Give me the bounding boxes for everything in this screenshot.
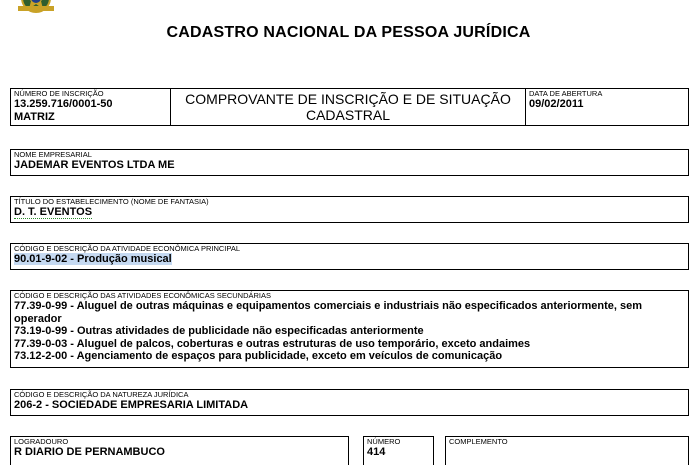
numero-box <box>363 436 434 465</box>
list-item: 77.39-0-03 - Aluguel de palcos, coberturas e outras estruturas de uso temporário, exceto andaimes <box>14 337 531 350</box>
titulo-box <box>10 196 689 223</box>
atividade-principal-value[interactable]: 90.01-9-02 - Produção musical <box>14 253 172 265</box>
logradouro-value: R DIARIO DE PERNAMBUCO <box>14 446 165 458</box>
natureza-juridica-value: 206-2 - SOCIEDADE EMPRESARIA LIMITADA <box>14 399 249 411</box>
logradouro-label: LOGRADOURO <box>14 437 69 446</box>
complemento-box <box>445 436 689 465</box>
numero-label: NÚMERO <box>367 437 401 446</box>
comprovante-line2: CADASTRAL <box>305 107 391 123</box>
brasao-emblem-icon <box>14 0 58 16</box>
inscricao-tipo: MATRIZ <box>14 110 55 123</box>
complemento-label: COMPLEMENTO <box>449 437 508 446</box>
logradouro-box <box>10 436 349 465</box>
nome-empresarial-value: JADEMAR EVENTOS LTDA ME <box>14 159 175 171</box>
inscricao-box <box>10 88 171 126</box>
atividades-secundarias-label: CÓDIGO E DESCRIÇÃO DAS ATIVIDADES ECONÔMICAS SECUNDÁRIAS <box>14 291 271 300</box>
atividade-principal-box <box>10 243 689 270</box>
atividades-secundarias-box <box>10 290 689 368</box>
abertura-value: 09/02/2011 <box>529 98 584 110</box>
nome-empresarial-box <box>10 149 689 176</box>
atividade-principal-label: CÓDIGO E DESCRIÇÃO DA ATIVIDADE ECONÔMICA PRINCIPAL <box>14 244 241 253</box>
list-item: 73.19-0-99 - Outras atividades de publicidade não especificadas anteriormente <box>14 325 424 337</box>
inscricao-numero: 13.259.716/0001-50 <box>14 98 113 110</box>
comprovante-box <box>170 88 526 126</box>
nome-empresarial-label: NOME EMPRESARIAL <box>14 150 92 159</box>
natureza-juridica-box <box>10 389 689 416</box>
natureza-juridica-label: CÓDIGO E DESCRIÇÃO DA NATUREZA JURÍDICA <box>14 390 189 399</box>
list-item: 73.12-2-00 - Agenciamento de espaços para publicidade, exceto em veículos de comunicação <box>14 350 503 362</box>
titulo-value: D. T. EVENTOS <box>14 206 93 218</box>
inscricao-label: NÚMERO DE INSCRIÇÃO <box>14 89 104 98</box>
titulo-label: TÍTULO DO ESTABELECIMENTO (NOME DE FANTASIA) <box>14 197 209 206</box>
abertura-box <box>525 88 689 126</box>
list-item: 77.39-0-99 - Aluguel de outras máquinas e equipamentos comerciais e industriais não especificados anteriormente, sem operador <box>14 300 643 325</box>
abertura-label: DATA DE ABERTURA <box>529 89 603 98</box>
page-title: CADASTRO NACIONAL DA PESSOA JURÍDICA <box>166 24 531 41</box>
numero-value: 414 <box>367 446 386 458</box>
comprovante-line1: COMPROVANTE DE INSCRIÇÃO E DE SITUAÇÃO <box>185 91 511 107</box>
